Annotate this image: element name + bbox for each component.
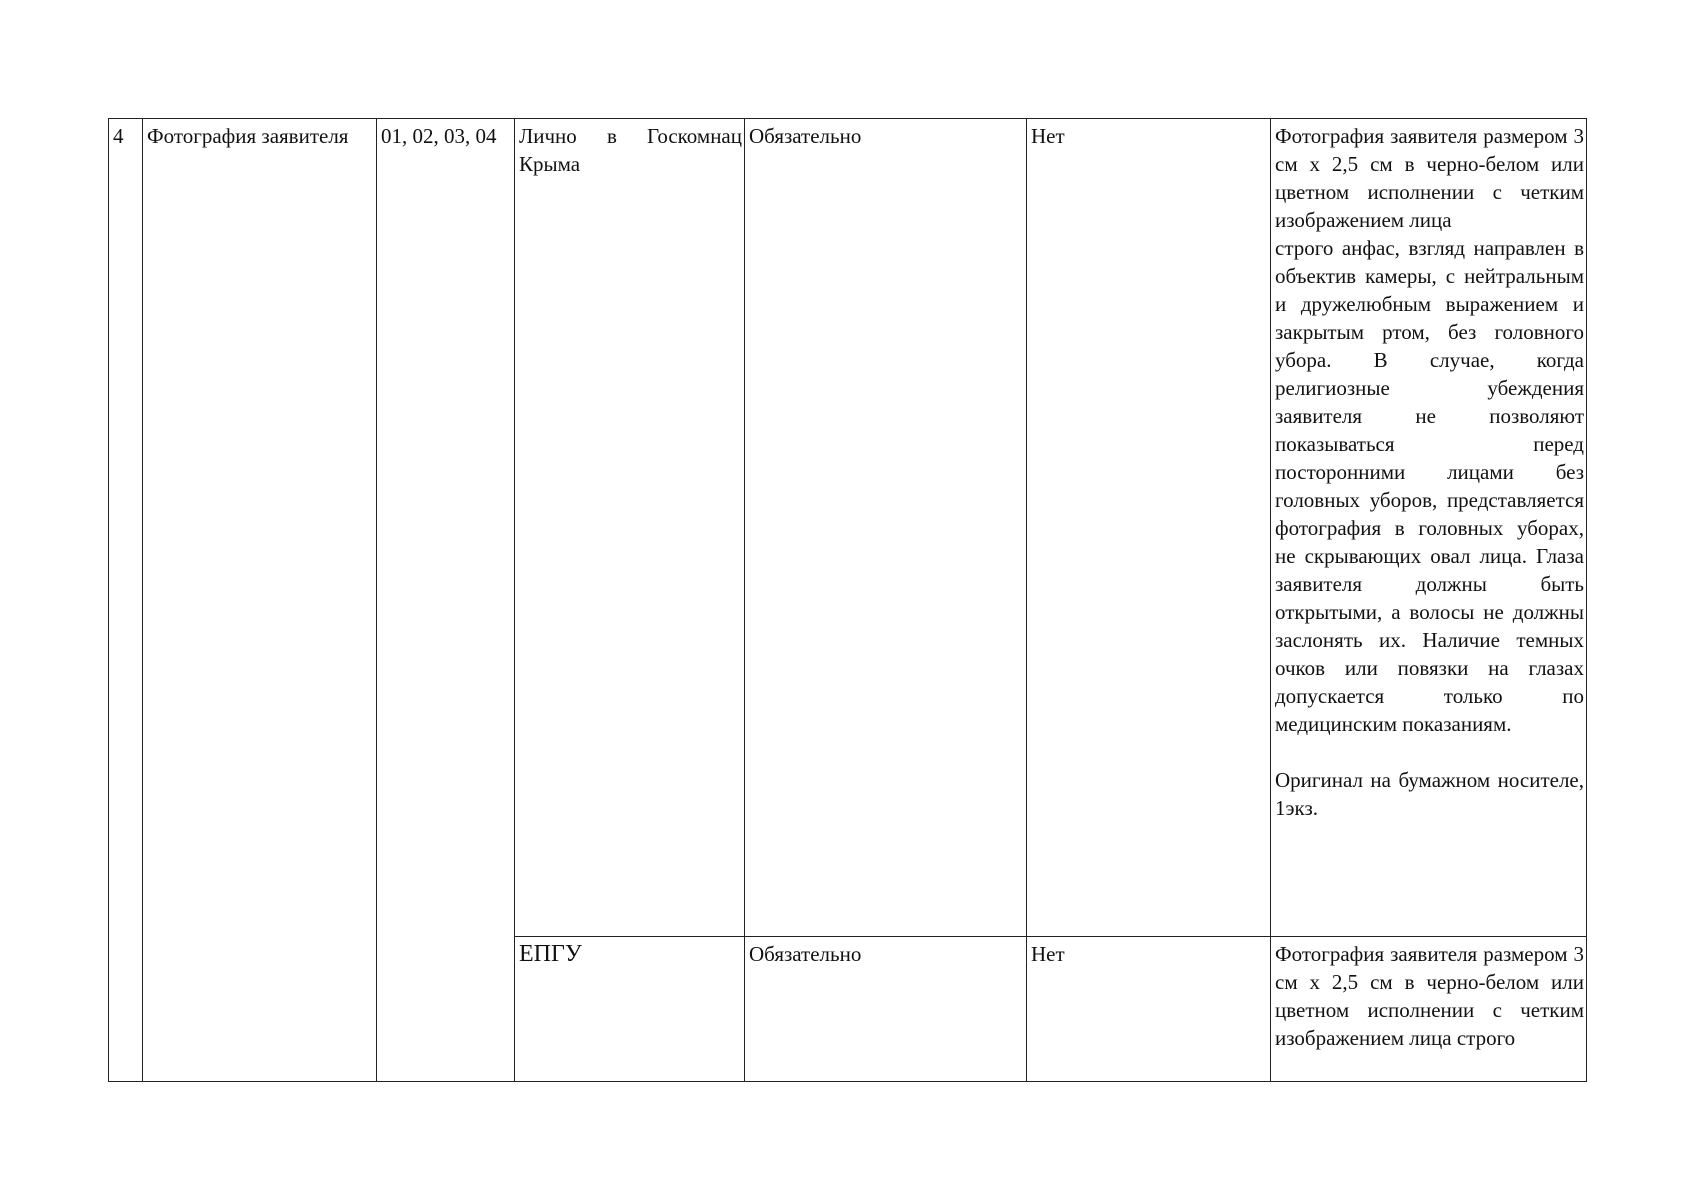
description-paragraph: Фотография заявителя размером 3 см х 2,5 см в черно-белом или цветном исполнении с четким изображением лица (1275, 124, 1584, 232)
document-name-cell (143, 119, 377, 1082)
document-name: Фотография заявителя (147, 124, 349, 148)
requirement: Обязательно (749, 942, 862, 966)
table-row (109, 119, 1587, 937)
codes: 01, 02, 03, 04 (381, 124, 497, 148)
description-paragraph: строго анфас, взгляд направлен в объектив камеры, с нейтральным и дружелюбным выражением и закрытым ртом, без головного убора. В случае, когда религиозные убеждения заявителя не позволяют показываться перед посторонними лицами без головных уборов, представляется фотография в головных уборах, не скрывающих овал лица. Глаза заявителя должны быть открытыми, а волосы не должны заслонять их. Наличие темных очков или повязки на глазах допускается только по медицинским показаниям. (1275, 236, 1584, 736)
description-cell (1271, 937, 1587, 1082)
description-footer: Оригинал на бумажном носителе, 1экз. (1275, 768, 1584, 820)
requirements-table (108, 118, 1587, 1082)
description-cell (1271, 119, 1587, 937)
submission-method-cell (515, 937, 745, 1082)
submission-method: ЕПГУ (519, 941, 582, 967)
submission-method: Лично в Госкомнац Крыма (519, 124, 742, 176)
requirement-cell (745, 937, 1027, 1082)
note: Нет (1031, 124, 1065, 148)
note-cell (1027, 119, 1271, 937)
paragraph-spacer (1275, 738, 1584, 766)
codes-cell (377, 119, 515, 1082)
submission-method-cell (515, 119, 745, 937)
note-cell (1027, 937, 1271, 1082)
description-paragraph: Фотография заявителя размером 3 см х 2,5 см в черно-белом или цветном исполнении с четким изображением лица строго (1275, 942, 1584, 1050)
row-number: 4 (113, 124, 124, 148)
requirement: Обязательно (749, 124, 862, 148)
requirement-cell (745, 119, 1027, 937)
note: Нет (1031, 942, 1065, 966)
row-number-cell (109, 119, 143, 1082)
